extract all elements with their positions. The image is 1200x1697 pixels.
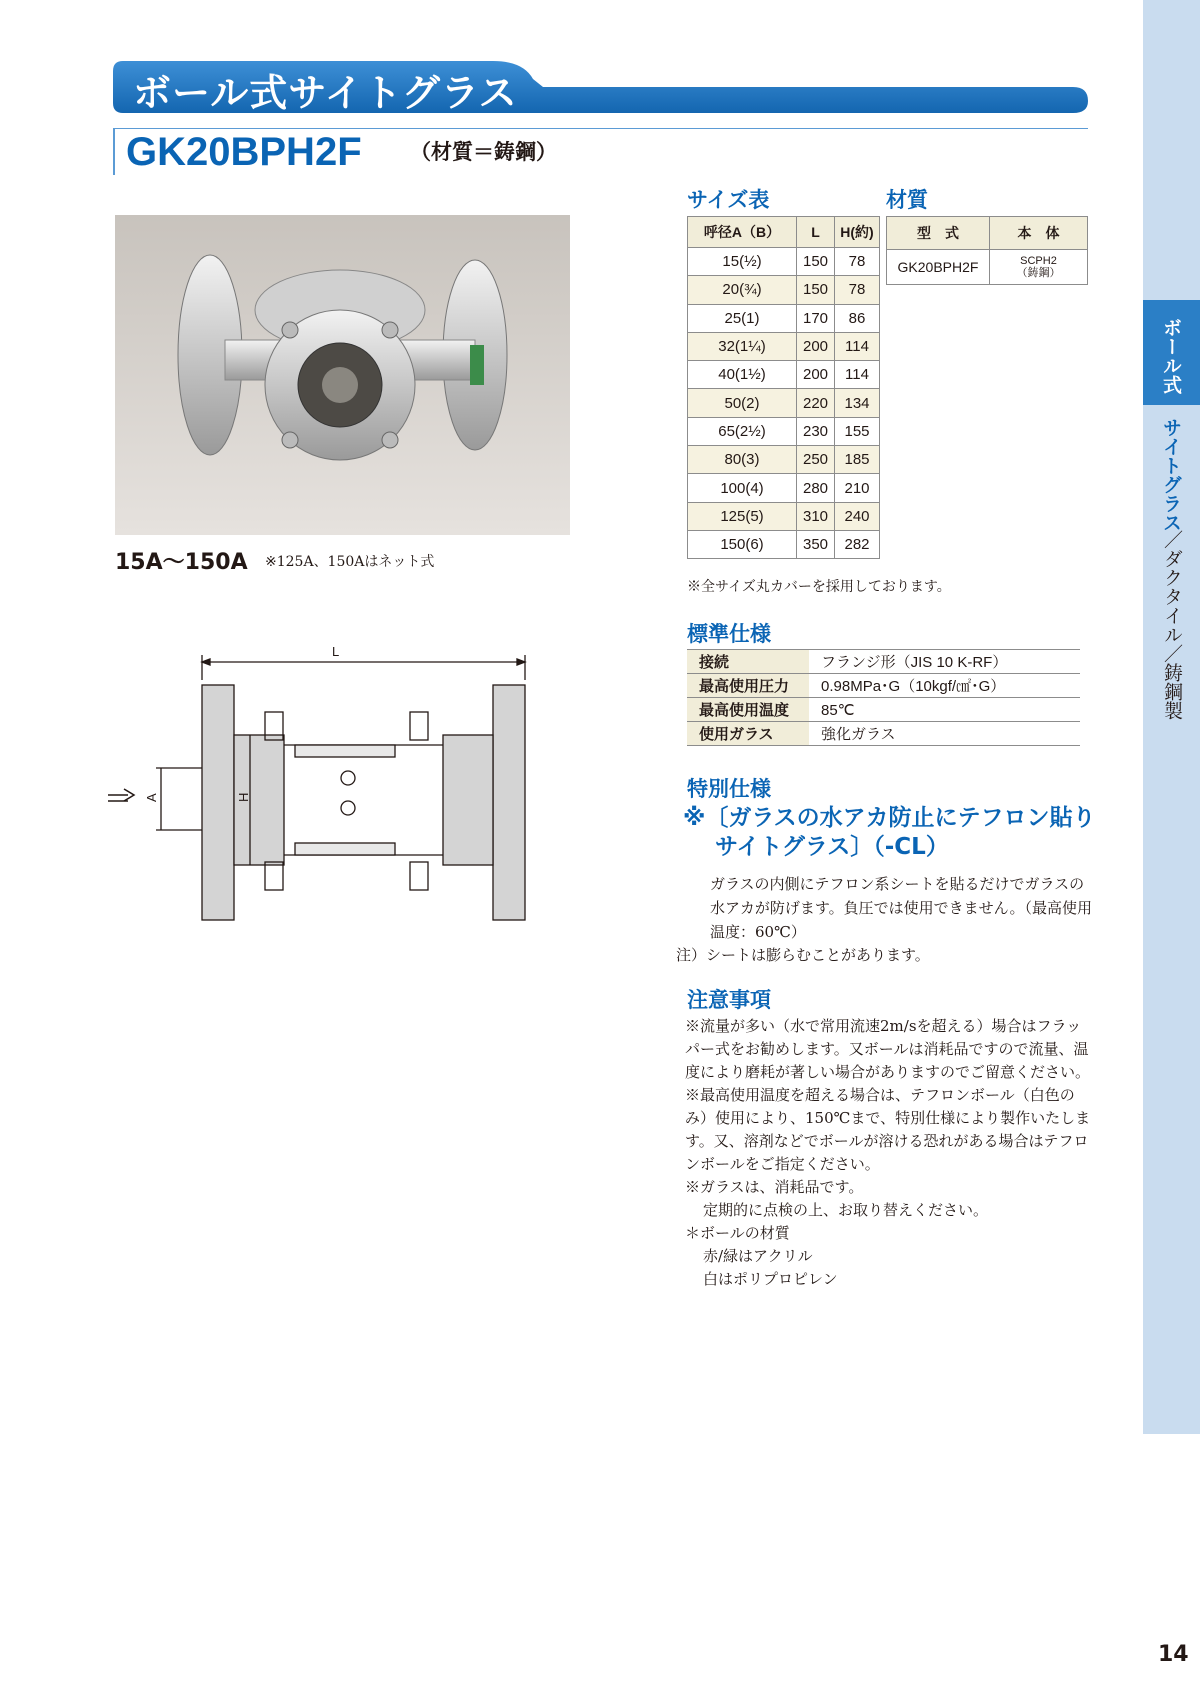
caution-item: ※ガラスは、消耗品です。: [685, 1178, 864, 1196]
cell-nominal: 65(2½): [688, 417, 797, 445]
body-material: SCPH2: [1020, 255, 1057, 267]
cell-H: 185: [835, 446, 880, 474]
cell-nominal: 80(3): [688, 446, 797, 474]
dimension-drawing: [100, 640, 540, 940]
spec-row: [687, 722, 1080, 746]
spec-row: [687, 698, 1080, 722]
cell-H: 282: [835, 530, 880, 558]
cell-L: 150: [797, 248, 835, 276]
table-row: [688, 446, 880, 474]
spec-key: 接続: [687, 650, 809, 674]
cell-L: 250: [797, 446, 835, 474]
table-row: [688, 332, 880, 360]
cell-H: 78: [835, 248, 880, 276]
model-name: GK20BPH2F: [126, 130, 362, 174]
col-model: 型 式: [887, 217, 990, 250]
col-nominal: 呼径A（B）: [688, 217, 797, 248]
table-row: [688, 530, 880, 558]
caution-item-cont: 定期的に点検の上、お取り替えください。: [703, 1201, 989, 1219]
side-label-ball-type: ボール式: [1160, 318, 1182, 394]
page-title: ボール式サイトグラス: [133, 71, 518, 115]
spec-value: 0.98MPa･G（10kgf/㎠･G）: [809, 674, 1080, 698]
spec-key: 使用ガラス: [687, 722, 809, 746]
material-note: （材質＝鋳鋼）: [410, 140, 557, 164]
cell-L: 200: [797, 361, 835, 389]
cell-L: 280: [797, 474, 835, 502]
col-L: L: [797, 217, 835, 248]
cell-nominal: 32(1¼): [688, 332, 797, 360]
special-spec-note: 注）シートは膨らむことがあります。: [676, 946, 930, 964]
size-table-footnote: ※全サイズ丸カバーを採用しております。: [687, 579, 951, 595]
col-H: H(約): [835, 217, 880, 248]
range-note: ※125A、150Aはネット式: [265, 554, 435, 570]
side-label-types: ／ダクタイル／鋳鋼製: [1161, 530, 1183, 720]
cell-nominal: 25(1): [688, 304, 797, 332]
material-heading: 材質: [886, 188, 928, 212]
cell-nominal: 50(2): [688, 389, 797, 417]
side-label-category: サイトグラス: [1160, 418, 1182, 532]
size-range: 15A～150A: [115, 550, 248, 575]
cell-body: [990, 250, 1088, 285]
caution-item: ※最高使用温度を超える場合は、テフロンボール（白色のみ）使用により、150℃まで、特別仕様により製作いたします。又、溶剤などでボールが溶ける恐れがある場合はテフロンボールをご指定ください。: [685, 1086, 1091, 1173]
cell-nominal: 150(6): [688, 530, 797, 558]
title-underline: [113, 128, 1088, 129]
cell-nominal: 125(5): [688, 502, 797, 530]
cell-H: 114: [835, 361, 880, 389]
cell-nominal: 100(4): [688, 474, 797, 502]
col-body: 本 体: [990, 217, 1088, 250]
caution-item-cont: 白はポリプロピレン: [703, 1270, 838, 1288]
caution-item: ※流量が多い（水で常用流速2m/sを超える）場合はフラッパー式をお勧めします。又ボールは消耗品ですので流量、温度により磨耗が著しい場合がありますのでご留意ください。: [685, 1017, 1091, 1081]
table-header-row: [887, 217, 1088, 250]
cell-H: 134: [835, 389, 880, 417]
cell-L: 200: [797, 332, 835, 360]
cell-H: 240: [835, 502, 880, 530]
standard-spec-table: [687, 649, 1080, 746]
spec-key: 最高使用温度: [687, 698, 809, 722]
cell-H: 78: [835, 276, 880, 304]
caution-list: [685, 1015, 1095, 1291]
spec-value: 強化ガラス: [809, 722, 1080, 746]
size-table: [687, 216, 880, 559]
special-title-line1: ※〔ガラスの水アカ防止にテフロン貼り: [683, 805, 1096, 831]
caution-heading: 注意事項: [687, 988, 771, 1012]
table-row: [688, 389, 880, 417]
caution-item: ＊ボールの材質: [685, 1224, 790, 1242]
label-A: A: [144, 793, 159, 802]
cell-H: 114: [835, 332, 880, 360]
body-material-jp: （鋳鋼）: [1016, 267, 1061, 279]
spec-value: フランジ形（JIS 10 K-RF）: [809, 650, 1080, 674]
spec-row: [687, 650, 1080, 674]
cell-H: 210: [835, 474, 880, 502]
spec-value: 85℃: [809, 698, 1080, 722]
cell-L: 310: [797, 502, 835, 530]
table-row: [688, 304, 880, 332]
cell-H: 155: [835, 417, 880, 445]
product-photo: [115, 215, 570, 535]
cell-nominal: 15(½): [688, 248, 797, 276]
model-marker: [113, 129, 115, 175]
special-spec-body: ガラスの内側にテフロン系シートを貼るだけでガラスの水アカが防げます。負圧では使用できません。（最高使用温度：60℃）: [710, 875, 1093, 941]
table-row: [688, 417, 880, 445]
cell-L: 220: [797, 389, 835, 417]
cell-L: 230: [797, 417, 835, 445]
label-L: L: [332, 644, 340, 659]
cell-model: GK20BPH2F: [887, 250, 990, 285]
special-spec-heading: 特別仕様: [687, 777, 771, 801]
table-row: [688, 248, 880, 276]
cell-nominal: 20(¾): [688, 276, 797, 304]
special-title-line2: サイトグラス〕（-CL）: [715, 834, 949, 860]
special-spec-title: [683, 804, 1095, 862]
spec-row: [687, 674, 1080, 698]
cell-L: 150: [797, 276, 835, 304]
cell-H: 86: [835, 304, 880, 332]
standard-spec-heading: 標準仕様: [687, 622, 771, 646]
spec-key: 最高使用圧力: [687, 674, 809, 698]
caution-item-cont: 赤/緑はアクリル: [703, 1247, 813, 1265]
table-row: [688, 361, 880, 389]
material-table: [886, 216, 1088, 285]
table-row: [887, 250, 1088, 285]
table-row: [688, 276, 880, 304]
cell-L: 170: [797, 304, 835, 332]
table-row: [688, 474, 880, 502]
page-number: 14: [1158, 1642, 1189, 1667]
table-header-row: [688, 217, 880, 248]
label-H: H: [236, 792, 251, 802]
cell-L: 350: [797, 530, 835, 558]
size-table-heading: サイズ表: [687, 188, 770, 212]
cell-nominal: 40(1½): [688, 361, 797, 389]
table-row: [688, 502, 880, 530]
